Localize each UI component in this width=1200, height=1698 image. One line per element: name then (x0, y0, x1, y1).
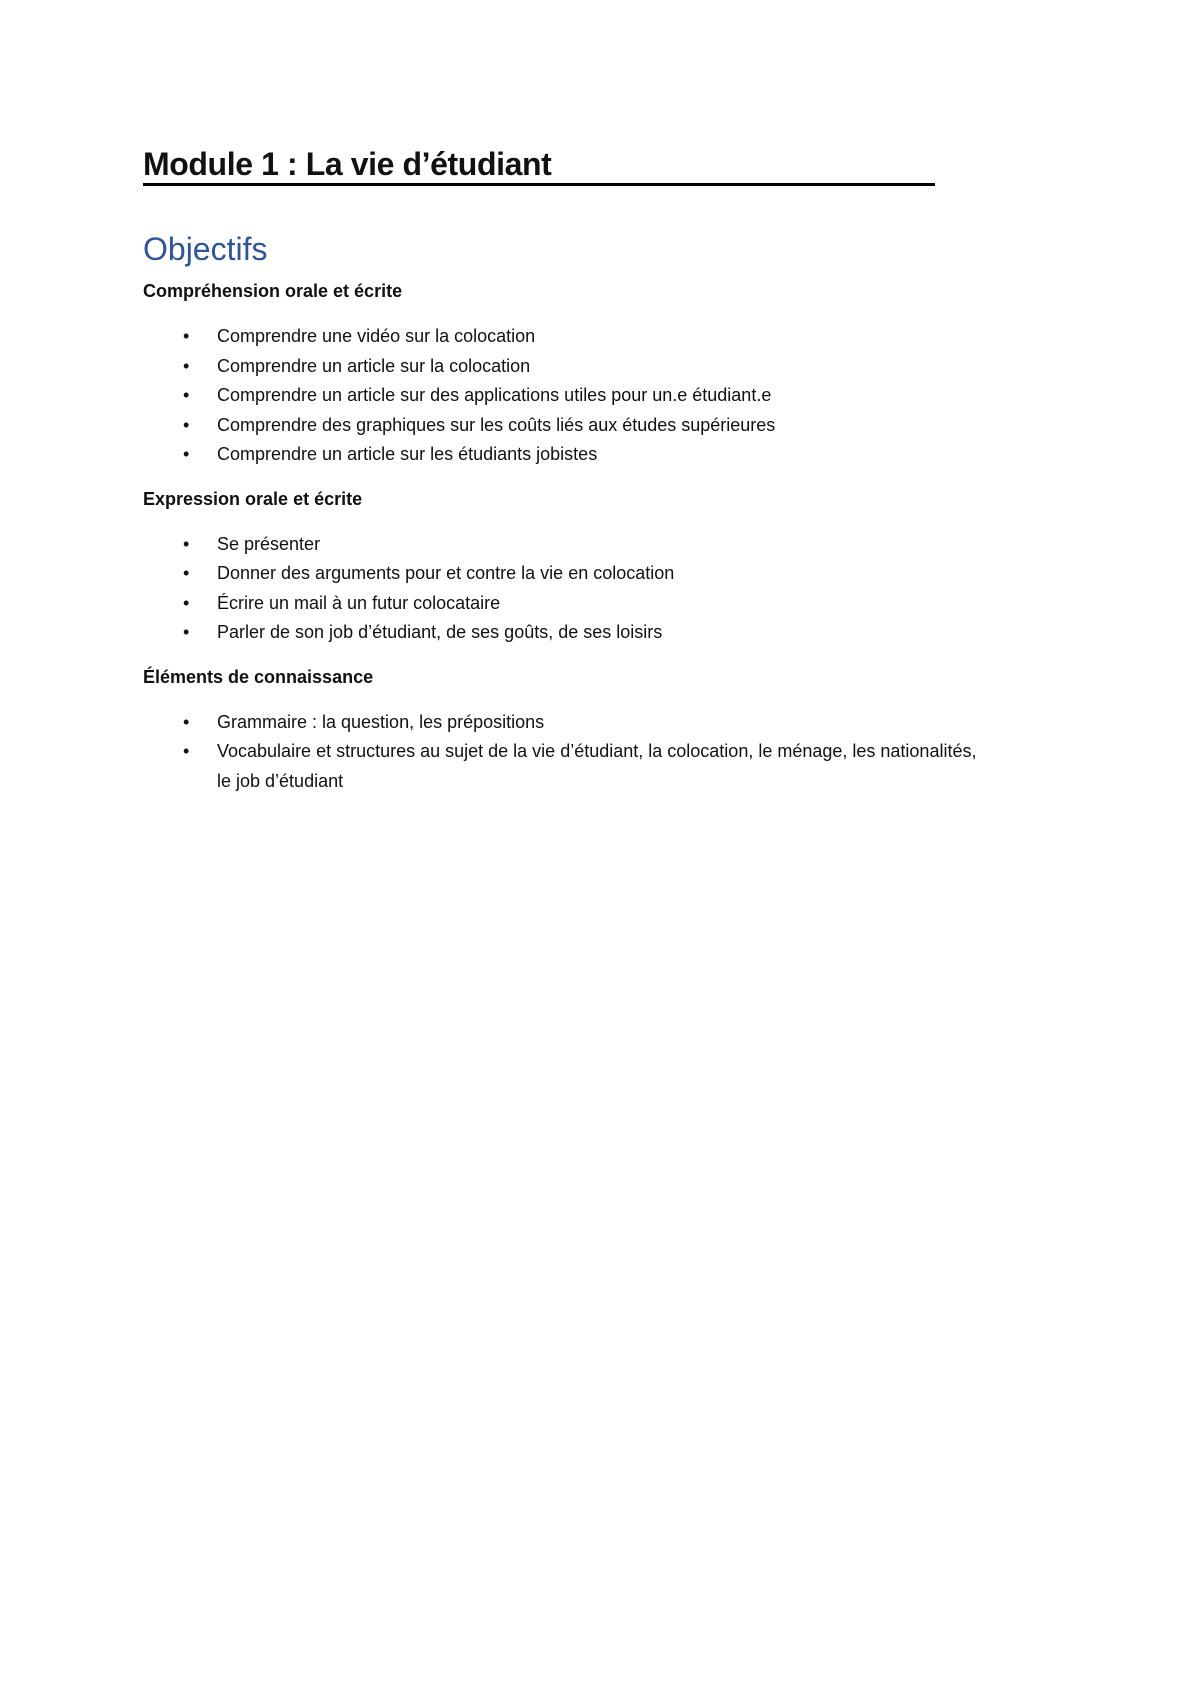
bullet-list-comprehension (143, 322, 1003, 470)
bullet-icon: • (183, 444, 190, 464)
list-item (143, 589, 1003, 619)
section-heading-expression: Expression orale et écrite (143, 488, 363, 509)
list-item-text: Grammaire : la question, les prépositions (217, 711, 545, 732)
list-item (143, 352, 1003, 382)
bullet-icon: • (183, 622, 190, 642)
list-item (143, 737, 1003, 796)
list-item-text: Se présenter (217, 533, 321, 554)
bullet-icon: • (183, 355, 190, 376)
list-item (143, 411, 1003, 441)
list-item-text: Donner des arguments pour et contre la vie en colocation (217, 563, 675, 583)
list-item (143, 559, 1003, 589)
list-item-text: Comprendre un article sur des applications utiles pour un.e étudiant.e (217, 385, 772, 405)
section-heading-comprehension: Compréhension orale et écrite (143, 281, 403, 301)
list-item-text: Comprendre des graphiques sur les coûts liés aux études supérieures (217, 414, 776, 435)
list-item (143, 708, 1003, 738)
list-item-text: Comprendre un article sur les étudiants jobistes (217, 444, 598, 464)
bullet-icon: • (183, 385, 190, 405)
bullet-icon: • (183, 414, 190, 435)
bullet-list-expression (143, 530, 1003, 648)
list-item (143, 381, 1003, 411)
bullet-icon: • (183, 326, 190, 346)
section-heading-connaissance: Éléments de connaissance (143, 666, 374, 687)
list-item (143, 530, 1003, 560)
bullet-icon: • (183, 741, 190, 761)
list-item (143, 440, 1003, 470)
bullet-icon: • (183, 711, 190, 732)
module-title: Module 1 : La vie d’étudiant (143, 145, 935, 186)
bullet-icon: • (183, 563, 190, 583)
bullet-icon: • (183, 592, 190, 613)
objectives-heading: Objectifs (143, 231, 268, 267)
list-item-text: Parler de son job d’étudiant, de ses goûts, de ses loisirs (217, 622, 663, 642)
list-item-text: Comprendre un article sur la colocation (217, 355, 531, 376)
list-item (143, 322, 1003, 352)
bullet-list-connaissance (143, 708, 1003, 797)
document-content (143, 145, 1003, 796)
list-item-text: Comprendre une vidéo sur la colocation (217, 326, 536, 346)
list-item (143, 618, 1003, 648)
list-item-text: Vocabulaire et structures au sujet de la vie d’étudiant, la colocation, le ménage, les nationalités, le job d’étudiant (217, 741, 977, 791)
bullet-icon: • (183, 533, 190, 554)
list-item-text: Écrire un mail à un futur colocataire (217, 592, 501, 613)
